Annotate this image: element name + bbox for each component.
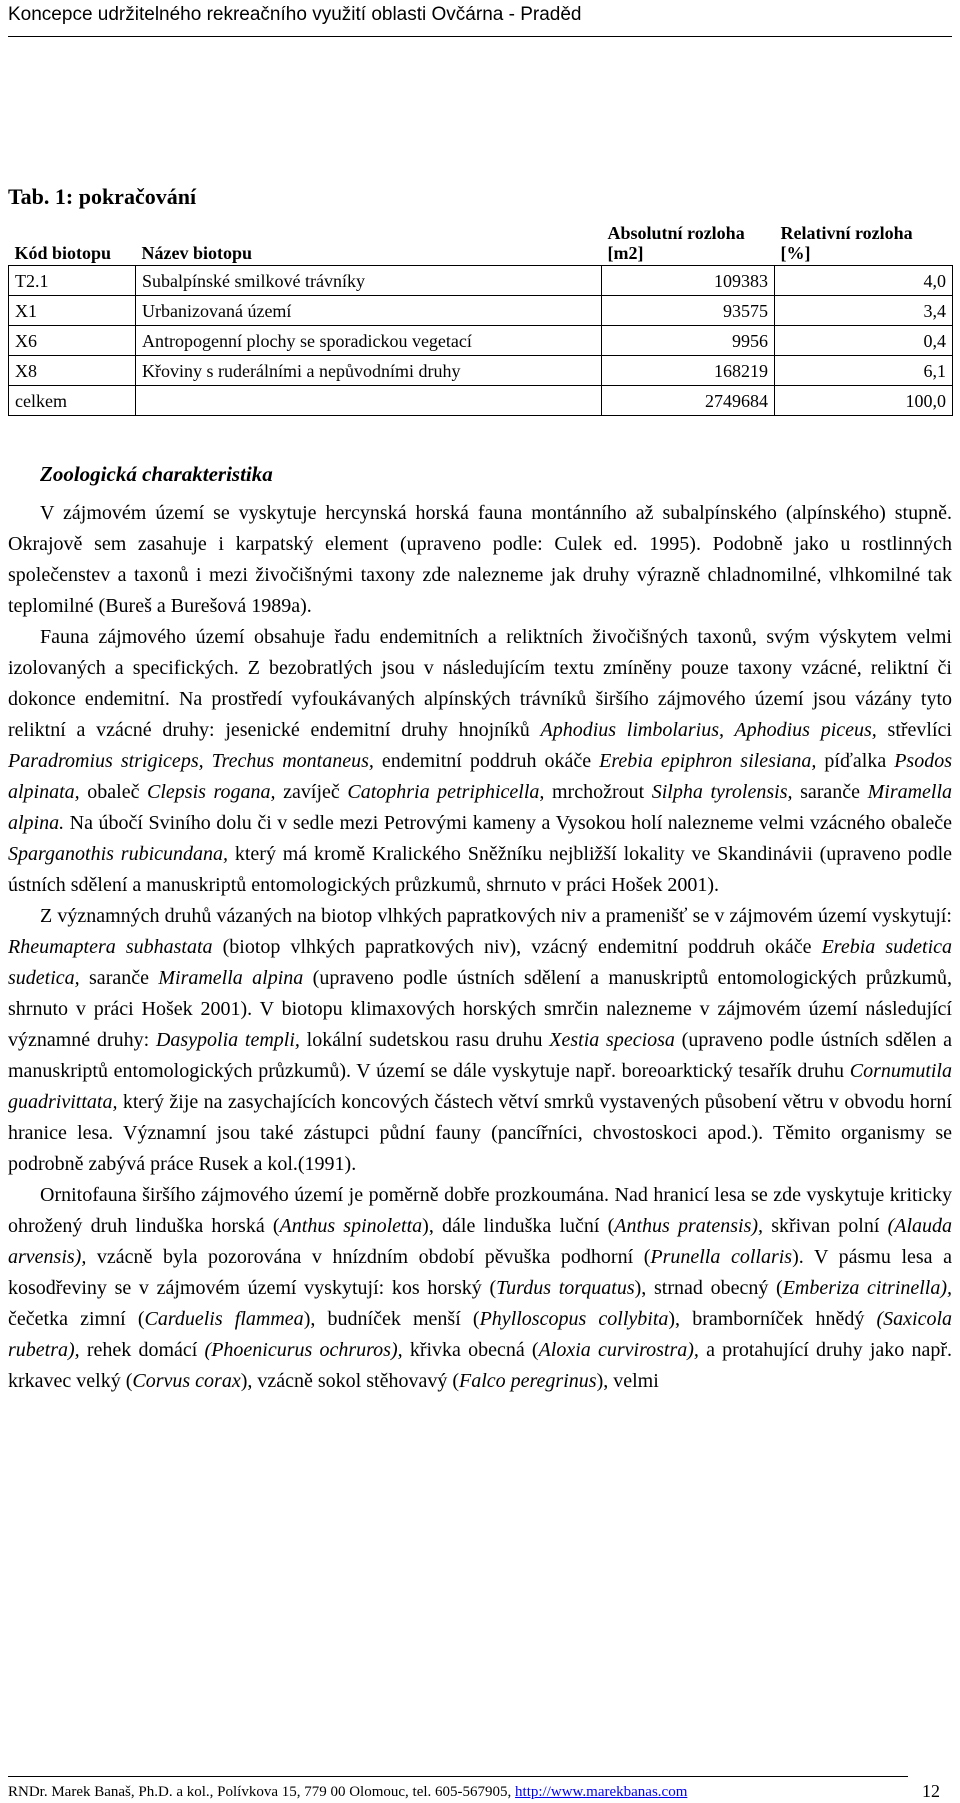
cell-absolute: 2749684 xyxy=(602,386,775,416)
biotope-table xyxy=(8,217,953,416)
table-header-row xyxy=(9,217,953,266)
text-run: skřivan polní xyxy=(763,1215,888,1237)
text-run: střevlíci xyxy=(876,719,952,741)
species-name: Erebia epiphron silesiana, xyxy=(599,750,817,772)
species-name: Prunella collaris xyxy=(650,1246,793,1268)
text-run: endemitní poddruh okáče xyxy=(373,750,600,772)
species-name: Turdus torquatus xyxy=(496,1277,635,1299)
table-caption: Tab. 1: pokračování xyxy=(8,184,197,209)
species-name: Paradromius strigiceps, Trechus montaneus, xyxy=(8,750,374,772)
cell-code: X6 xyxy=(9,326,136,356)
cell-name: Antropogenní plochy se sporadickou vegetací xyxy=(136,326,602,356)
cell-name: Urbanizovaná území xyxy=(136,296,602,326)
table-row xyxy=(9,326,953,356)
text-run: ), strnad obecný ( xyxy=(634,1277,783,1299)
section-title: Zoologická charakteristika xyxy=(40,462,273,486)
text-run: čečetka zimní ( xyxy=(8,1308,145,1330)
page-number: 12 xyxy=(922,1781,940,1801)
species-name: Miramella alpina. xyxy=(8,781,953,834)
species-name: Erebia sudetica sudetica, xyxy=(8,936,952,989)
species-name: Aloxia curvirostra), xyxy=(538,1339,699,1361)
cell-name: Křoviny s ruderálními a nepůvodními druhy xyxy=(136,356,602,386)
text-run: ), bramborníček hnědý xyxy=(668,1308,877,1330)
text-run: lokální sudetskou rasu druhu xyxy=(299,1029,550,1051)
species-name: Anthus pratensis), xyxy=(614,1215,764,1237)
cell-name: Subalpínské smilkové trávníky xyxy=(136,266,602,296)
paragraph xyxy=(8,1180,952,1397)
species-name: (Phoenicurus ochruros), xyxy=(204,1339,403,1361)
page-header: Koncepce udržitelného rekreačního využití oblasti Ovčárna - Praděd xyxy=(8,4,582,25)
species-name: Falco peregrinus xyxy=(458,1370,597,1392)
table-row xyxy=(9,296,953,326)
cell-absolute: 109383 xyxy=(602,266,775,296)
cell-relative: 0,4 xyxy=(775,326,953,356)
text-run: ), budníček menší ( xyxy=(303,1308,480,1330)
cell-code: T2.1 xyxy=(9,266,136,296)
species-name: Emberiza citrinella), xyxy=(782,1277,953,1299)
species-name: (Alauda arvensis), xyxy=(8,1215,952,1268)
cell-absolute: 168219 xyxy=(602,356,775,386)
text-run: ), vzácně sokol stěhovavý ( xyxy=(240,1370,459,1392)
text-run: saranče xyxy=(79,967,159,989)
text-run: Ornitofauna širšího zájmového území je poměrně dobře prozkoumána. Nad hranicí lesa se zde vyskytuje kriticky ohrožený druh linduška horská ( xyxy=(8,1184,952,1237)
species-name: Anthus spinoletta xyxy=(279,1215,423,1237)
text-run: (upraveno podle ústních sdělen a manuskriptů entomologických průzkumů). V území se dále vyskytuje např. boreoarktický tesařík druhu xyxy=(8,1029,952,1082)
text-run: ). V pásmu lesa a kosodřeviny se v zájmovém území vyskytují: kos horský ( xyxy=(8,1246,952,1299)
footer-link[interactable]: http://www.marekbanas.com xyxy=(515,1784,688,1800)
footer-divider xyxy=(8,1776,908,1777)
column-header-absolute: Absolutní rozloha [m2] xyxy=(607,223,745,263)
species-name: Carduelis flammea xyxy=(144,1308,304,1330)
text-run: vzácně byla pozorována v hnízdním období pěvuška podhorní ( xyxy=(86,1246,651,1268)
cell-absolute: 9956 xyxy=(602,326,775,356)
species-name: Sparganothis rubicundana, xyxy=(8,843,228,865)
text-run: ), dále linduška luční ( xyxy=(422,1215,615,1237)
species-name: Rheumaptera subhastata xyxy=(8,936,213,958)
cell-code: celkem xyxy=(9,386,136,416)
text-run: ), velmi xyxy=(596,1370,659,1392)
cell-relative: 6,1 xyxy=(775,356,953,386)
section-body xyxy=(8,498,952,1397)
cell-name xyxy=(136,386,602,416)
cell-absolute: 93575 xyxy=(602,296,775,326)
species-name: Catophria petriphicella, xyxy=(347,781,545,803)
text-run: mrchožrout xyxy=(544,781,652,803)
table-row xyxy=(9,356,953,386)
text-run: a protahující druhy jako např. krkavec velký ( xyxy=(8,1339,953,1392)
species-name: Clepsis rogana, xyxy=(147,781,276,803)
footer-text: RNDr. Marek Banaš, Ph.D. a kol., Polívkova 15, 779 00 Olomouc, tel. 605-567905, xyxy=(8,1784,516,1800)
text-run: Z významných druhů vázaných na biotop vlhkých papratkových niv a pramenišť se v zájmovém území vyskytují: xyxy=(40,905,952,927)
column-header-name: Název biotopu xyxy=(141,243,253,263)
text-run: saranče xyxy=(792,781,868,803)
table-row xyxy=(9,266,953,296)
table-row-total xyxy=(9,386,953,416)
cell-code: X8 xyxy=(9,356,136,386)
text-run: (upraveno podle ústních sdělení a manuskriptů entomologických průzkumů, shrnuto v práci Hošek 2001). V biotopu klimaxových horských smrčin nalezneme v zájmovém území následující významné druhy: xyxy=(8,967,953,1051)
text-run: který má kromě Kralického Sněžníku nejbližší lokality ve Skandinávii (upraveno podle ústních sdělení a manuskriptů entomologických průzkumů, shrnuto v práci Hošek 2001). xyxy=(8,843,952,896)
text-run: křivka obecná ( xyxy=(402,1339,539,1361)
paragraph xyxy=(8,622,952,901)
text-run: rehek domácí xyxy=(79,1339,205,1361)
text-run: který žije na zasychajících koncových částech větví smrků vystavených působení větru v obvodu horní hranice lesa. Významní jsou také zástupci půdní fauny (pancířníci, chvostoskoci apod.). Těmito organismy se podrobně zabývá práce Rusek a kol.(1991). xyxy=(8,1091,952,1175)
species-name: Phylloscopus collybita xyxy=(479,1308,669,1330)
cell-relative: 100,0 xyxy=(775,386,953,416)
paragraph xyxy=(8,498,952,622)
cell-code: X1 xyxy=(9,296,136,326)
text-run: píďalka xyxy=(816,750,895,772)
species-name: Corvus corax xyxy=(132,1370,241,1392)
cell-relative: 4,0 xyxy=(775,266,953,296)
species-name: Silpha tyrolensis, xyxy=(651,781,793,803)
column-header-relative: Relativní rozloha [%] xyxy=(780,223,913,263)
species-name: Cornumutila guadrivittata, xyxy=(8,1060,952,1113)
species-name: Psodos alpinata, xyxy=(8,750,953,803)
species-name: (Saxicola rubetra), xyxy=(8,1308,953,1361)
text-run: zavíječ xyxy=(275,781,348,803)
text-run: obaleč xyxy=(79,781,148,803)
cell-relative: 3,4 xyxy=(775,296,953,326)
text-run: Fauna zájmového území obsahuje řadu endemitních a reliktních živočišných taxonů, svým výskytem velmi izolovaných a specifických. Z bezobratlých jsou v následujícím textu zmíněny pouze taxony vzácné, reliktní či dokonce endemitní. Na prostředí vyfoukávaných alpínských trávníků širšího zájmového území jsou vázány tyto reliktní a vzácné druhy: jesenické endemitní druhy hnojníků xyxy=(8,626,952,741)
text-run: Na úbočí Sviního dolu či v sedle mezi Petrovými kameny a Vysokou holí nalezneme velmi vzácného obaleče xyxy=(64,812,952,834)
column-header-code: Kód biotopu xyxy=(14,243,112,263)
page-footer xyxy=(8,1784,687,1801)
species-name: Miramella alpina xyxy=(158,967,304,989)
text-run: (biotop vlhkých papratkových niv), vzácný endemitní poddruh okáče xyxy=(212,936,822,958)
header-divider xyxy=(8,36,952,37)
species-name: Xestia speciosa xyxy=(549,1029,675,1051)
text-run: V zájmovém území se vyskytuje hercynská horská fauna montánního až subalpínského (alpínského) stupně. Okrajově sem zasahuje i karpatský element (upraveno podle: Culek ed. 1995). Podobně jako u rostlinných společenstev a taxonů i mezi živočišnými taxony zde nalezneme jak druhy výrazně chladnomilné, vlhkomilné tak teplomilné (Bureš a Burešová 1989a). xyxy=(8,502,952,617)
species-name: Dasypolia templi, xyxy=(155,1029,300,1051)
species-name: Aphodius limbolarius, Aphodius piceus, xyxy=(540,719,877,741)
paragraph xyxy=(8,901,952,1180)
